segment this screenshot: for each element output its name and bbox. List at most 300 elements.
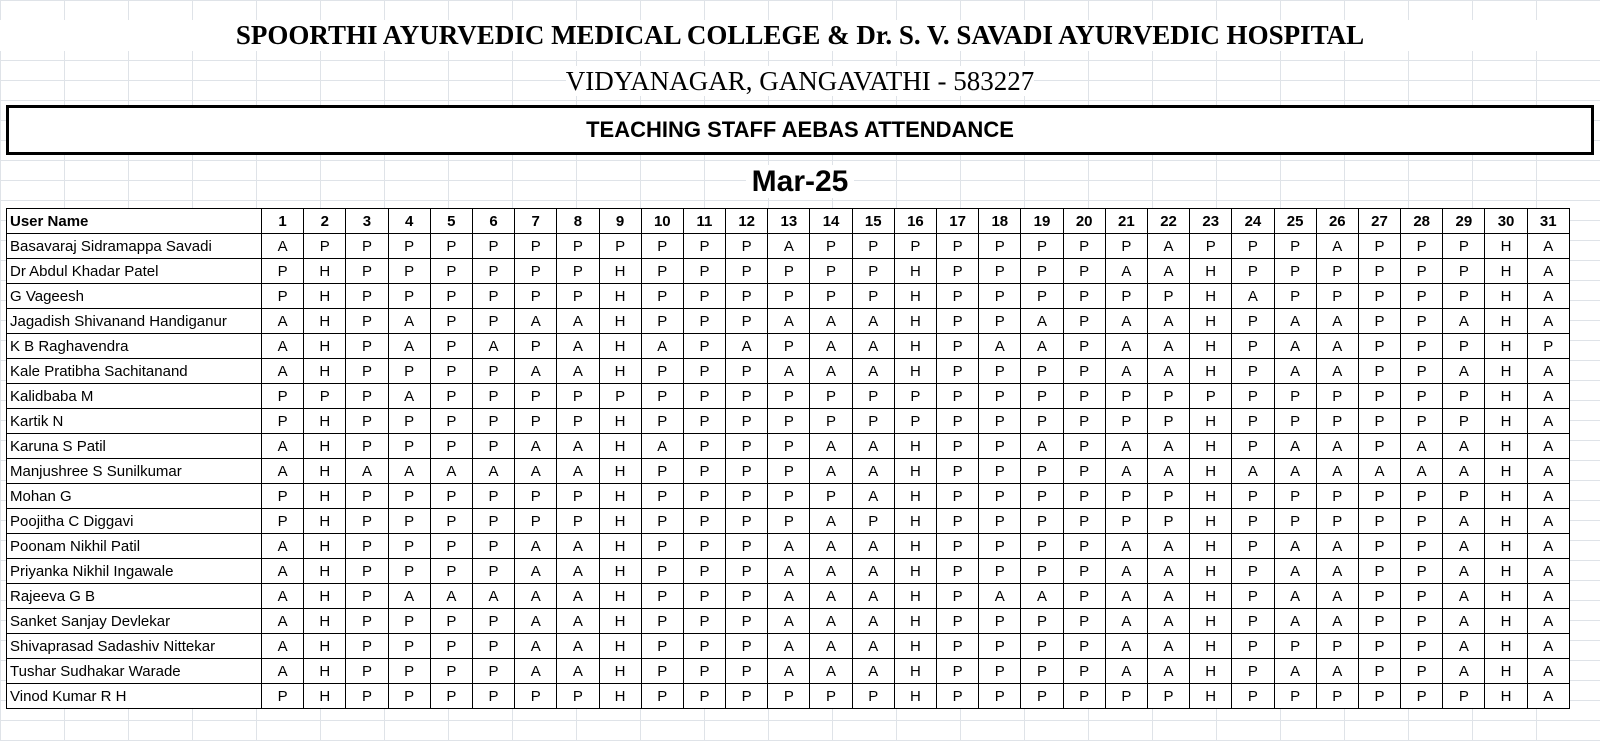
day-header: 28	[1401, 209, 1443, 234]
attendance-cell: P	[430, 634, 472, 659]
attendance-cell: P	[683, 309, 725, 334]
attendance-cell: P	[979, 684, 1021, 709]
attendance-cell: A	[1021, 584, 1063, 609]
attendance-cell: P	[726, 584, 768, 609]
attendance-cell: A	[852, 359, 894, 384]
attendance-cell: A	[1527, 509, 1569, 534]
attendance-cell: P	[683, 634, 725, 659]
attendance-cell: P	[1316, 509, 1358, 534]
attendance-cell: A	[1105, 659, 1147, 684]
attendance-cell: P	[852, 509, 894, 534]
attendance-cell: A	[1527, 259, 1569, 284]
attendance-cell: P	[1401, 359, 1443, 384]
attendance-cell: H	[894, 359, 936, 384]
attendance-cell: A	[1274, 659, 1316, 684]
attendance-cell: A	[557, 659, 599, 684]
attendance-cell: P	[346, 434, 388, 459]
attendance-cell: H	[894, 584, 936, 609]
attendance-cell: A	[262, 359, 304, 384]
attendance-cell: A	[1147, 609, 1189, 634]
attendance-cell: P	[1021, 509, 1063, 534]
table-row	[7, 584, 1570, 609]
attendance-cell: P	[472, 634, 514, 659]
attendance-cell: P	[683, 284, 725, 309]
attendance-cell: A	[1316, 334, 1358, 359]
attendance-cell: H	[1190, 634, 1232, 659]
attendance-cell: H	[304, 634, 346, 659]
attendance-cell: A	[262, 659, 304, 684]
attendance-cell: P	[810, 684, 852, 709]
attendance-cell: A	[1527, 284, 1569, 309]
attendance-cell: H	[894, 634, 936, 659]
attendance-cell: P	[979, 509, 1021, 534]
attendance-cell: A	[346, 459, 388, 484]
attendance-cell: P	[1232, 534, 1274, 559]
attendance-cell: P	[768, 509, 810, 534]
attendance-cell: A	[1316, 309, 1358, 334]
attendance-cell: H	[1485, 634, 1527, 659]
attendance-cell: A	[557, 559, 599, 584]
attendance-cell: A	[515, 459, 557, 484]
attendance-cell: P	[768, 259, 810, 284]
attendance-cell: A	[472, 459, 514, 484]
attendance-cell: H	[599, 659, 641, 684]
attendance-cell: P	[515, 409, 557, 434]
attendance-cell: P	[1358, 359, 1400, 384]
attendance-cell: P	[515, 509, 557, 534]
attendance-cell: A	[262, 609, 304, 634]
staff-name-cell: K B Raghavendra	[7, 334, 262, 359]
attendance-cell: P	[430, 484, 472, 509]
attendance-cell: A	[1021, 334, 1063, 359]
attendance-cell: H	[1190, 659, 1232, 684]
table-header-row	[7, 209, 1570, 234]
attendance-cell: P	[683, 684, 725, 709]
attendance-cell: P	[1105, 509, 1147, 534]
attendance-cell: H	[1485, 384, 1527, 409]
attendance-cell: P	[768, 409, 810, 434]
attendance-cell: H	[304, 684, 346, 709]
day-header: 22	[1147, 209, 1189, 234]
attendance-cell: P	[262, 509, 304, 534]
attendance-cell: A	[810, 634, 852, 659]
attendance-cell: A	[1105, 434, 1147, 459]
attendance-cell: A	[852, 634, 894, 659]
attendance-cell: P	[515, 334, 557, 359]
attendance-cell: A	[1105, 534, 1147, 559]
attendance-cell: A	[768, 659, 810, 684]
attendance-cell: P	[1021, 559, 1063, 584]
attendance-cell: H	[304, 559, 346, 584]
attendance-cell: P	[1232, 609, 1274, 634]
day-header: 9	[599, 209, 641, 234]
attendance-cell: A	[1274, 434, 1316, 459]
attendance-cell: P	[937, 584, 979, 609]
attendance-cell: P	[472, 684, 514, 709]
attendance-cell: P	[726, 509, 768, 534]
attendance-cell: P	[1063, 684, 1105, 709]
attendance-cell: A	[852, 609, 894, 634]
month-label: Mar-25	[746, 165, 855, 198]
attendance-cell: P	[1401, 309, 1443, 334]
attendance-cell: P	[641, 684, 683, 709]
attendance-cell: P	[1147, 484, 1189, 509]
attendance-cell: P	[683, 259, 725, 284]
attendance-cell: P	[1063, 309, 1105, 334]
attendance-cell: P	[979, 309, 1021, 334]
attendance-cell: P	[726, 659, 768, 684]
attendance-cell: P	[1105, 684, 1147, 709]
attendance-cell: P	[641, 509, 683, 534]
attendance-cell: H	[304, 434, 346, 459]
attendance-cell: A	[557, 534, 599, 559]
attendance-cell: P	[1316, 284, 1358, 309]
attendance-cell: P	[346, 309, 388, 334]
college-address	[0, 66, 1600, 97]
attendance-cell: P	[726, 684, 768, 709]
attendance-cell: P	[979, 634, 1021, 659]
attendance-cell: H	[304, 409, 346, 434]
attendance-cell: A	[810, 459, 852, 484]
attendance-cell: P	[1232, 409, 1274, 434]
attendance-cell: P	[1401, 659, 1443, 684]
attendance-cell: P	[937, 659, 979, 684]
attendance-cell: P	[1401, 234, 1443, 259]
attendance-cell: P	[1527, 334, 1569, 359]
attendance-cell: A	[262, 334, 304, 359]
attendance-cell: P	[726, 634, 768, 659]
attendance-cell: A	[1147, 634, 1189, 659]
attendance-cell: A	[557, 334, 599, 359]
staff-name-cell: Vinod Kumar R H	[7, 684, 262, 709]
report-title: TEACHING STAFF AEBAS ATTENDANCE	[586, 117, 1014, 142]
attendance-cell: A	[430, 459, 472, 484]
attendance-cell: P	[472, 509, 514, 534]
attendance-cell: P	[1021, 259, 1063, 284]
attendance-cell: A	[388, 384, 430, 409]
day-header: 3	[346, 209, 388, 234]
attendance-cell: P	[683, 384, 725, 409]
attendance-cell: P	[346, 659, 388, 684]
attendance-cell: A	[768, 309, 810, 334]
attendance-cell: P	[1274, 409, 1316, 434]
attendance-cell: P	[726, 459, 768, 484]
attendance-cell: P	[726, 484, 768, 509]
day-header: 1	[262, 209, 304, 234]
attendance-cell: H	[599, 284, 641, 309]
attendance-cell: H	[1485, 234, 1527, 259]
attendance-cell: P	[979, 359, 1021, 384]
attendance-cell: P	[810, 409, 852, 434]
day-header: 8	[557, 209, 599, 234]
table-row	[7, 259, 1570, 284]
day-header: 21	[1105, 209, 1147, 234]
attendance-cell: A	[557, 459, 599, 484]
attendance-cell: P	[768, 484, 810, 509]
attendance-cell: H	[1485, 509, 1527, 534]
day-header: 7	[515, 209, 557, 234]
attendance-cell: A	[852, 559, 894, 584]
attendance-cell: H	[894, 259, 936, 284]
attendance-cell: H	[1190, 409, 1232, 434]
attendance-cell: H	[1485, 434, 1527, 459]
attendance-cell: P	[388, 434, 430, 459]
attendance-cell: P	[683, 659, 725, 684]
attendance-cell: P	[346, 334, 388, 359]
attendance-cell: H	[599, 559, 641, 584]
attendance-cell: A	[1147, 534, 1189, 559]
attendance-cell: A	[810, 584, 852, 609]
attendance-cell: P	[852, 259, 894, 284]
attendance-cell: P	[1443, 334, 1485, 359]
attendance-cell: P	[1401, 684, 1443, 709]
attendance-cell: P	[346, 684, 388, 709]
day-header: 15	[852, 209, 894, 234]
attendance-cell: P	[1063, 459, 1105, 484]
attendance-cell: P	[979, 409, 1021, 434]
attendance-cell: P	[1063, 659, 1105, 684]
attendance-cell: P	[1316, 484, 1358, 509]
attendance-cell: P	[1232, 259, 1274, 284]
attendance-cell: P	[1190, 234, 1232, 259]
attendance-cell: P	[1358, 534, 1400, 559]
attendance-cell: A	[810, 659, 852, 684]
attendance-cell: P	[346, 634, 388, 659]
attendance-cell: P	[1232, 484, 1274, 509]
staff-name-cell: Mohan G	[7, 484, 262, 509]
attendance-cell: P	[1443, 259, 1485, 284]
attendance-cell: P	[1232, 634, 1274, 659]
attendance-cell: P	[262, 259, 304, 284]
attendance-cell: A	[515, 434, 557, 459]
attendance-cell: A	[515, 609, 557, 634]
attendance-cell: P	[557, 684, 599, 709]
attendance-cell: A	[1527, 359, 1569, 384]
attendance-cell: P	[388, 409, 430, 434]
attendance-cell: H	[1485, 659, 1527, 684]
attendance-cell: A	[1527, 534, 1569, 559]
attendance-cell: P	[683, 584, 725, 609]
attendance-cell: P	[726, 559, 768, 584]
attendance-cell: A	[1443, 459, 1485, 484]
attendance-cell: A	[1443, 434, 1485, 459]
attendance-cell: P	[1443, 234, 1485, 259]
attendance-cell: P	[472, 259, 514, 284]
attendance-cell: P	[1021, 684, 1063, 709]
attendance-cell: P	[472, 534, 514, 559]
attendance-cell: P	[683, 334, 725, 359]
attendance-cell: P	[1358, 234, 1400, 259]
attendance-cell: P	[979, 484, 1021, 509]
attendance-cell: P	[1358, 409, 1400, 434]
attendance-cell: P	[430, 384, 472, 409]
attendance-cell: A	[1316, 534, 1358, 559]
attendance-cell: H	[304, 509, 346, 534]
attendance-cell: P	[388, 259, 430, 284]
attendance-cell: H	[1485, 359, 1527, 384]
attendance-cell: A	[1147, 234, 1189, 259]
attendance-cell: P	[641, 659, 683, 684]
attendance-cell: P	[979, 659, 1021, 684]
attendance-cell: A	[1443, 359, 1485, 384]
attendance-cell: P	[1021, 409, 1063, 434]
attendance-cell: P	[1021, 359, 1063, 384]
attendance-cell: A	[1147, 259, 1189, 284]
staff-name-cell: Kalidbaba M	[7, 384, 262, 409]
attendance-cell: P	[1232, 334, 1274, 359]
attendance-cell: A	[515, 559, 557, 584]
attendance-cell: A	[557, 609, 599, 634]
attendance-cell: P	[979, 234, 1021, 259]
attendance-cell: A	[262, 234, 304, 259]
staff-name-cell: Sanket Sanjay Devlekar	[7, 609, 262, 634]
attendance-cell: P	[1105, 484, 1147, 509]
attendance-cell: P	[1443, 684, 1485, 709]
attendance-cell: H	[599, 334, 641, 359]
attendance-cell: A	[1316, 359, 1358, 384]
table-row	[7, 659, 1570, 684]
attendance-cell: P	[388, 659, 430, 684]
attendance-cell: P	[937, 359, 979, 384]
attendance-cell: P	[641, 634, 683, 659]
attendance-cell: P	[472, 234, 514, 259]
attendance-cell: P	[641, 234, 683, 259]
attendance-cell: P	[641, 609, 683, 634]
attendance-cell: H	[894, 659, 936, 684]
attendance-cell: A	[1274, 584, 1316, 609]
attendance-cell: A	[262, 634, 304, 659]
attendance-cell: A	[557, 309, 599, 334]
table-row	[7, 309, 1570, 334]
attendance-cell: P	[768, 334, 810, 359]
attendance-cell: P	[388, 484, 430, 509]
staff-name-cell: Dr Abdul Khadar Patel	[7, 259, 262, 284]
attendance-cell: P	[852, 684, 894, 709]
attendance-cell: A	[1021, 434, 1063, 459]
attendance-cell: P	[1063, 384, 1105, 409]
attendance-cell: P	[979, 434, 1021, 459]
attendance-cell: A	[979, 334, 1021, 359]
attendance-cell: P	[1401, 534, 1443, 559]
attendance-cell: P	[430, 434, 472, 459]
attendance-cell: H	[304, 534, 346, 559]
attendance-cell: A	[1274, 534, 1316, 559]
table-row	[7, 609, 1570, 634]
attendance-cell: P	[1316, 634, 1358, 659]
attendance-cell: P	[388, 509, 430, 534]
day-header: 10	[641, 209, 683, 234]
attendance-cell: A	[768, 634, 810, 659]
attendance-cell: P	[472, 359, 514, 384]
attendance-cell: H	[599, 409, 641, 434]
attendance-cell: A	[1401, 434, 1443, 459]
attendance-cell: P	[472, 409, 514, 434]
staff-name-cell: Priyanka Nikhil Ingawale	[7, 559, 262, 584]
attendance-cell: H	[599, 259, 641, 284]
attendance-cell: P	[1401, 259, 1443, 284]
attendance-cell: A	[1358, 459, 1400, 484]
attendance-cell: A	[1105, 309, 1147, 334]
attendance-cell: H	[1190, 309, 1232, 334]
attendance-cell: H	[304, 459, 346, 484]
attendance-cell: H	[1190, 509, 1232, 534]
attendance-cell: P	[430, 234, 472, 259]
attendance-cell: P	[557, 509, 599, 534]
attendance-cell: P	[894, 384, 936, 409]
attendance-cell: P	[1358, 559, 1400, 584]
attendance-cell: P	[346, 584, 388, 609]
attendance-cell: A	[852, 334, 894, 359]
attendance-cell: P	[810, 484, 852, 509]
attendance-cell: P	[1021, 284, 1063, 309]
attendance-cell: P	[1401, 609, 1443, 634]
attendance-cell: P	[768, 459, 810, 484]
attendance-cell: A	[1527, 384, 1569, 409]
attendance-cell: P	[1063, 534, 1105, 559]
attendance-cell: H	[1485, 409, 1527, 434]
attendance-cell: A	[1401, 459, 1443, 484]
attendance-cell: P	[768, 434, 810, 459]
attendance-cell: H	[1190, 334, 1232, 359]
attendance-cell: P	[641, 259, 683, 284]
attendance-cell: H	[599, 634, 641, 659]
attendance-cell: A	[515, 359, 557, 384]
month-heading	[0, 165, 1600, 199]
attendance-cell: H	[1190, 609, 1232, 634]
attendance-cell: P	[1021, 659, 1063, 684]
attendance-cell: P	[262, 484, 304, 509]
attendance-cell: P	[810, 384, 852, 409]
attendance-cell: P	[683, 409, 725, 434]
address-text: VIDYANAGAR, GANGAVATHI - 583227	[565, 66, 1035, 96]
day-header: 27	[1358, 209, 1400, 234]
attendance-cell: P	[472, 484, 514, 509]
attendance-cell: P	[768, 684, 810, 709]
attendance-cell: A	[1443, 609, 1485, 634]
attendance-cell: P	[1401, 284, 1443, 309]
attendance-cell: A	[557, 434, 599, 459]
attendance-cell: P	[768, 384, 810, 409]
attendance-cell: A	[1274, 309, 1316, 334]
attendance-cell: A	[1105, 459, 1147, 484]
attendance-cell: H	[304, 334, 346, 359]
attendance-cell: A	[388, 459, 430, 484]
staff-name-cell: Jagadish Shivanand Handiganur	[7, 309, 262, 334]
attendance-cell: P	[1021, 634, 1063, 659]
attendance-cell: P	[1232, 359, 1274, 384]
attendance-cell: P	[810, 234, 852, 259]
attendance-cell: H	[1190, 434, 1232, 459]
attendance-cell: H	[599, 459, 641, 484]
attendance-cell: A	[1443, 309, 1485, 334]
attendance-cell: P	[1232, 434, 1274, 459]
attendance-cell: A	[810, 434, 852, 459]
attendance-cell: A	[1316, 609, 1358, 634]
attendance-cell: P	[388, 609, 430, 634]
table-row	[7, 559, 1570, 584]
attendance-cell: P	[599, 234, 641, 259]
attendance-cell: H	[894, 434, 936, 459]
attendance-cell: A	[810, 509, 852, 534]
attendance-cell: A	[1232, 284, 1274, 309]
attendance-cell: P	[1358, 609, 1400, 634]
staff-name-cell: Tushar Sudhakar Warade	[7, 659, 262, 684]
attendance-cell: A	[1274, 334, 1316, 359]
attendance-cell: A	[388, 334, 430, 359]
attendance-cell: A	[1105, 609, 1147, 634]
attendance-cell: P	[1232, 559, 1274, 584]
attendance-cell: P	[262, 284, 304, 309]
